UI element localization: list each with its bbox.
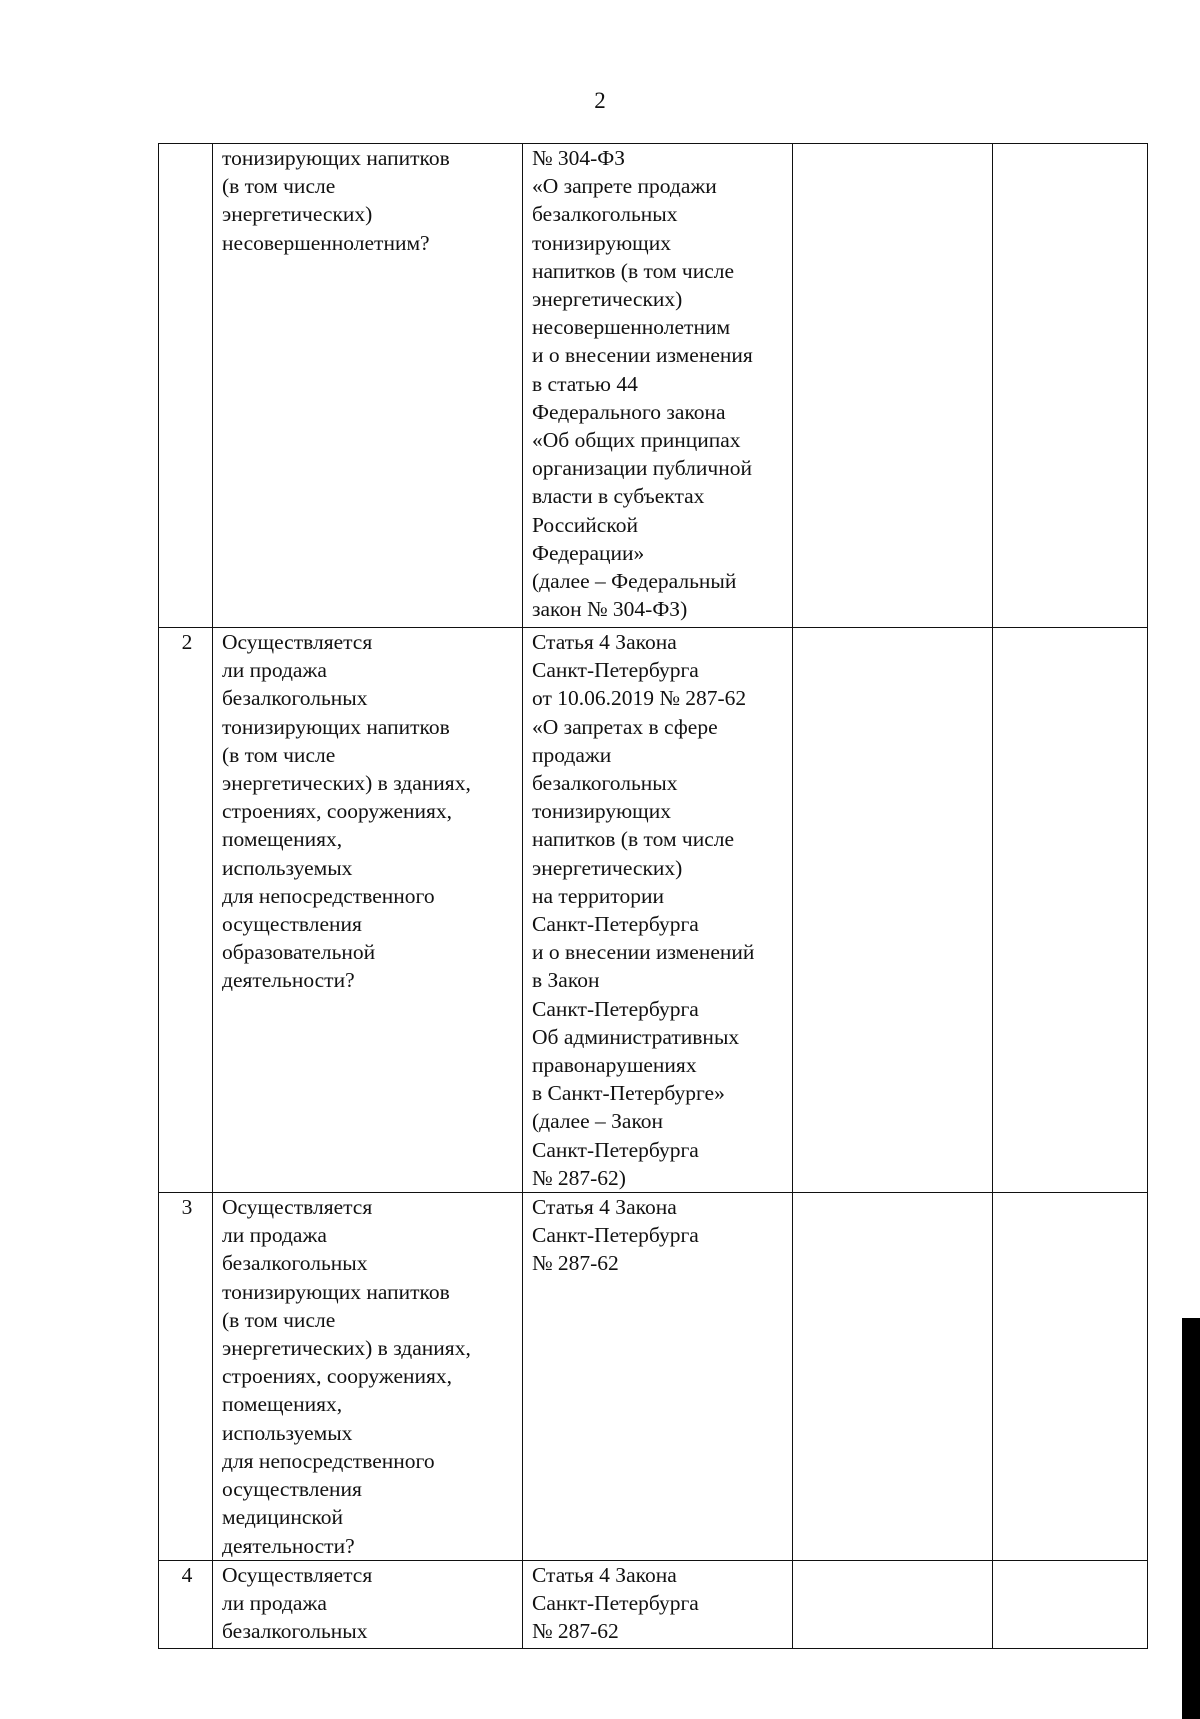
row-number-cell: 2	[159, 628, 213, 1193]
page-number: 2	[594, 88, 606, 113]
note-cell	[993, 1560, 1148, 1648]
reference-cell: Статья 4 Закона Санкт-Петербурга № 287-62	[523, 1193, 793, 1561]
reference-cell: Статья 4 Закона Санкт-Петербурга № 287-62	[523, 1560, 793, 1648]
row-number-cell	[159, 144, 213, 628]
answer-cell	[793, 1560, 993, 1648]
reference-cell: Статья 4 Закона Санкт-Петербурга от 10.06.2019 № 287-62 «О запретах в сфере продажи безалкогольных тонизирующих напитков (в том числе энергетических) на территории Санкт-Петербурга и о внесении изменений в Закон Санкт-Петербурга Об административных правонарушениях в Санкт-Петербурге» (далее – Закон Санкт-Петербурга № 287-62)	[523, 628, 793, 1193]
question-cell: тонизирующих напитков (в том числе энергетических) несовершеннолетним?	[213, 144, 523, 628]
table-row	[159, 1560, 1148, 1648]
table-row	[159, 144, 1148, 628]
note-cell	[993, 628, 1148, 1193]
checklist-table	[158, 143, 1148, 1649]
row-number-cell: 3	[159, 1193, 213, 1561]
answer-cell	[793, 144, 993, 628]
answer-cell	[793, 1193, 993, 1561]
reference-cell: № 304-ФЗ «О запрете продажи безалкогольных тонизирующих напитков (в том числе энергетических) несовершеннолетним и о внесении изменения в статью 44 Федерального закона «Об общих принципах организации публичной власти в субъектах Российской Федерации» (далее – Федеральный закон № 304-ФЗ)	[523, 144, 793, 628]
row-number-cell: 4	[159, 1560, 213, 1648]
question-cell: Осуществляется ли продажа безалкогольных тонизирующих напитков (в том числе энергетических) в зданиях, строениях, сооружениях, помещениях, используемых для непосредственного осуществления медицинской деятельности?	[213, 1193, 523, 1561]
table-row	[159, 628, 1148, 1193]
question-cell: Осуществляется ли продажа безалкогольных тонизирующих напитков (в том числе энергетических) в зданиях, строениях, сооружениях, помещениях, используемых для непосредственного осуществления образовательной деятельности?	[213, 628, 523, 1193]
answer-cell	[793, 628, 993, 1193]
question-cell: Осуществляется ли продажа безалкогольных	[213, 1560, 523, 1648]
note-cell	[993, 1193, 1148, 1561]
table-row	[159, 1193, 1148, 1561]
note-cell	[993, 144, 1148, 628]
scan-edge-shadow	[1182, 1318, 1200, 1719]
